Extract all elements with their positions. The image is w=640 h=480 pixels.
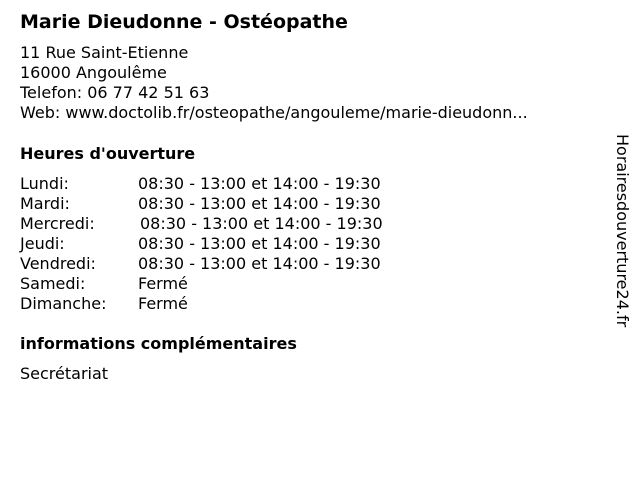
day-label: Vendredi:: [20, 254, 96, 273]
hours-value: Fermé: [138, 294, 188, 313]
hours-value: 08:30 - 13:00 et 14:00 - 19:30: [138, 194, 381, 213]
page-title: Marie Dieudonne - Ostéopathe: [20, 11, 348, 33]
day-label: Mercredi:: [20, 214, 95, 233]
hours-value: 08:30 - 13:00 et 14:00 - 19:30: [138, 174, 381, 193]
day-label: Dimanche:: [20, 294, 107, 313]
street-address: 11 Rue Saint-Etienne: [20, 43, 189, 62]
day-label: Lundi:: [20, 174, 69, 193]
day-label: Jeudi:: [20, 234, 65, 253]
hours-value: Fermé: [138, 274, 188, 293]
hours-value: 08:30 - 13:00 et 14:00 - 19:30: [140, 214, 383, 233]
additional-info-heading: informations complémentaires: [20, 334, 297, 353]
hours-value: 08:30 - 13:00 et 14:00 - 19:30: [138, 254, 381, 273]
website-link[interactable]: Web: www.doctolib.fr/osteopathe/angouleme/marie-dieudonn...: [20, 103, 528, 122]
contact-block: [20, 43, 528, 123]
hours-value: 08:30 - 13:00 et 14:00 - 19:30: [138, 234, 381, 253]
phone-number: Telefon: 06 77 42 51 63: [20, 83, 210, 102]
additional-info-text: Secrétariat: [20, 364, 109, 383]
opening-hours-heading: Heures d'ouverture: [20, 144, 196, 163]
day-label: Samedi:: [20, 274, 86, 293]
site-watermark: Horairesdouverture24.fr: [613, 134, 632, 328]
city-address: 16000 Angoulême: [20, 63, 167, 82]
day-label: Mardi:: [20, 194, 70, 213]
